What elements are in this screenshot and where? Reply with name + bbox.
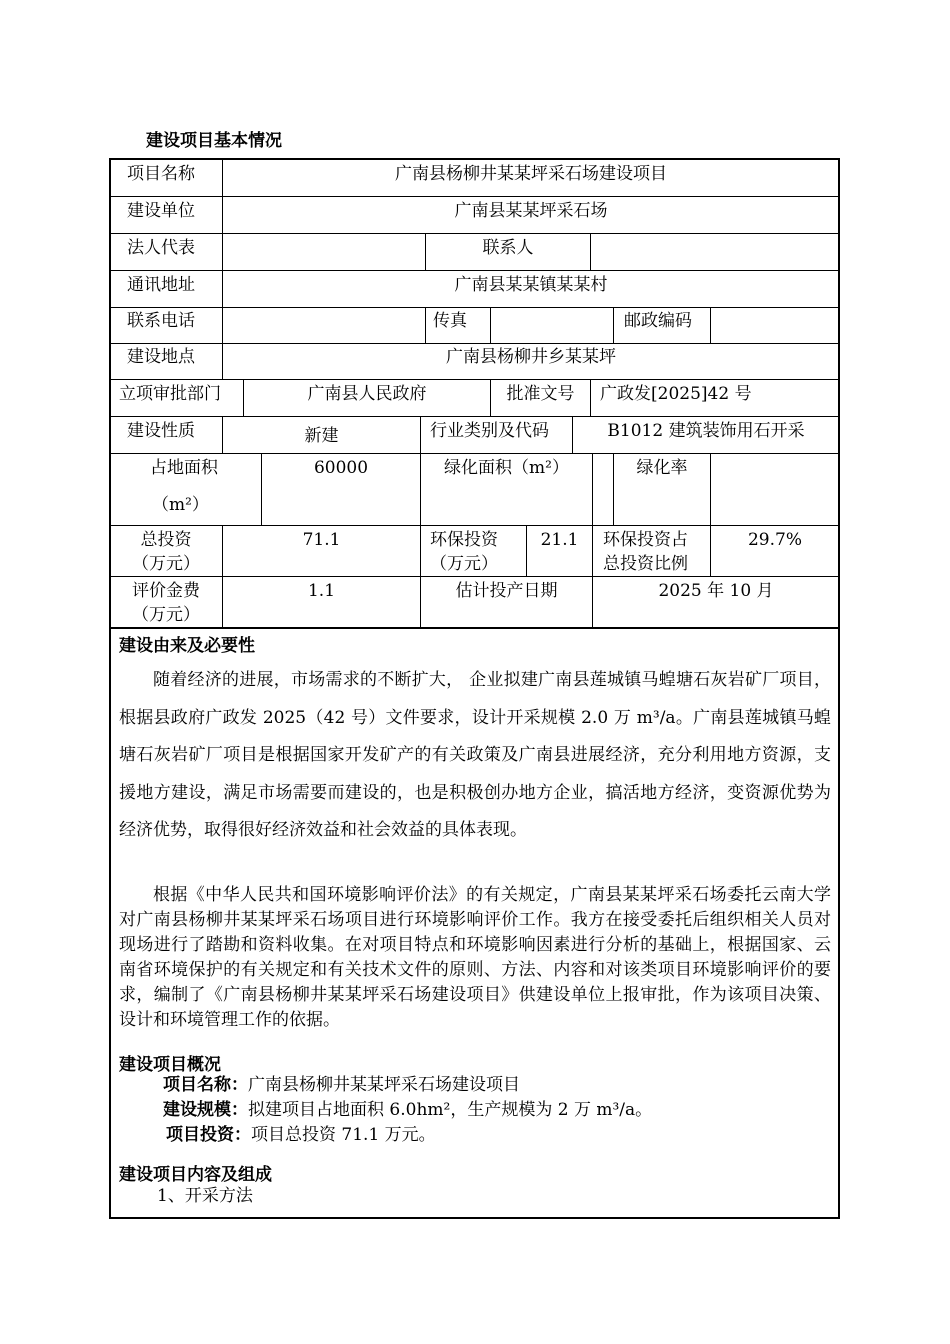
env-ratio-label: 环保投资占 [603,530,688,550]
row-line [110,416,839,417]
industry-label: 行业类别及代码 [430,421,549,441]
env-invest-value: 21.1 [540,530,579,550]
approval-dept-value: 广南县人民政府 [307,384,427,404]
row-line [110,627,839,629]
col-line [490,307,491,344]
col-line [592,525,593,577]
fee-unit-label: （万元） [132,605,200,625]
overview-invest-label: 项目投资： [166,1125,251,1145]
area-label: 占地面积 [150,458,218,478]
row-line [110,525,839,526]
col-line [590,233,591,271]
col-line [613,307,614,344]
col-line [420,525,421,577]
overview-scale-line [163,1098,652,1122]
col-line [590,379,591,417]
overview-name-label: 项目名称： [163,1075,248,1095]
approval-dept-label: 立项审批部门 [119,384,221,404]
row-line [110,379,839,380]
row-line [110,196,839,197]
col-line [420,416,421,454]
prod-date-label: 估计投产日期 [455,581,558,601]
phone-label: 联系电话 [127,311,195,331]
invest-unit-label: （万元） [132,554,200,574]
legal-rep-label: 法人代表 [127,238,195,258]
background-paragraph-1 [119,662,831,850]
prod-date-value: 2025 年 10 月 [658,581,774,601]
area-value: 60000 [313,458,369,478]
col-line [710,453,711,526]
address-value: 广南县某某镇某某村 [454,275,608,295]
postcode-label: 邮政编码 [624,311,692,331]
col-line [710,307,711,344]
address-label: 通讯地址 [127,275,195,295]
content-title: 建设项目内容及组成 [119,1165,272,1185]
page-heading: 建设项目基本情况 [146,131,282,151]
fee-label: 评价金费 [132,581,200,601]
site-value: 广南县杨柳井乡某某坪 [446,347,616,367]
paragraph-text: 随着经济的进展，市场需求的不断扩大， 企业拟建广南县莲城镇马蝗塘石灰岩矿厂项目，根据县政府广政发 2025（42 号）文件要求，设计开采规模 2.0 万 m³/a。广南县莲城镇马蝗塘石灰岩矿厂项目是根据国家开发矿产的有关政策及广南县进展经济，充分利用地方资源，支援地方建设，满足市场需要而建设的，也是积极创办地方企业，搞活地方经济，变资源优势为经济优势，取得很好经济效益和社会效益的具体表现。 [119,670,831,840]
overview-title: 建设项目概况 [119,1055,221,1075]
col-line [425,307,426,344]
area-unit-label: （m²） [152,495,209,515]
green-area-label: 绿化面积（m²） [444,458,569,478]
overview-scale-value: 拟建项目占地面积 6.0hm²，生产规模为 2 万 m³/a。 [248,1100,653,1120]
contact-label: 联系人 [482,238,534,258]
builder-value: 广南县某某坪采石场 [454,201,608,221]
site-label: 建设地点 [127,347,195,367]
background-paragraph-2 [119,883,831,1033]
env-invest-label: 环保投资 [430,530,498,550]
row-line [110,576,839,577]
approval-doc-label: 批准文号 [506,384,575,404]
col-line [592,453,593,526]
project-name-value: 广南县杨柳井某某坪采石场建设项目 [395,164,667,184]
nature-label: 建设性质 [127,421,195,441]
fee-value: 1.1 [307,581,336,601]
overview-name-value: 广南县杨柳井某某坪采石场建设项目 [248,1075,520,1095]
env-invest-unit-label: （万元） [430,554,498,574]
green-rate-label: 绿化率 [636,458,688,478]
row-line [110,453,839,454]
approval-doc-value: 广政发[2025]42 号 [600,384,752,404]
overview-name-line [163,1073,520,1097]
industry-value: B1012 建筑装饰用石开采 [607,421,805,441]
row-line [110,270,839,271]
col-line [222,233,223,271]
overview-scale-label: 建设规模： [163,1100,248,1120]
env-ratio-label-2: 总投资比例 [603,554,688,574]
builder-label: 建设单位 [127,201,195,221]
overview-invest-value: 项目总投资 71.1 万元。 [251,1125,436,1145]
row-line [110,307,839,308]
col-line [222,307,223,344]
row-line [110,343,839,344]
env-ratio-value: 29.7% [747,530,802,550]
row-line [110,233,839,234]
invest-value: 71.1 [302,530,341,550]
nature-value: 新建 [304,426,339,446]
paragraph-text: 根据《中华人民共和国环境影响评价法》的有关规定，广南县某某坪采石场委托云南大学对广南县杨柳井某某坪采石场项目进行环境影响评价工作。我方在接受委托后组织相关人员对现场进行了踏勘和资料收集。在对项目特点和环境影响因素进行分析的基础上，根据国家、云南省环境保护的有关规定和有关技术文件的原则、方法、内容和对该类项目环境影响评价的要求，编制了《广南县杨柳井某某坪采石场建设项目》供建设单位上报审批，作为该项目决策、设计和环境管理工作的依据。 [119,885,831,1030]
overview-invest-line [166,1123,436,1147]
fax-label: 传真 [433,311,467,331]
content-item-1: 1、开采方法 [157,1186,253,1206]
project-name-label: 项目名称 [127,164,195,184]
invest-label: 总投资 [140,530,192,550]
background-title: 建设由来及必要性 [119,636,255,656]
